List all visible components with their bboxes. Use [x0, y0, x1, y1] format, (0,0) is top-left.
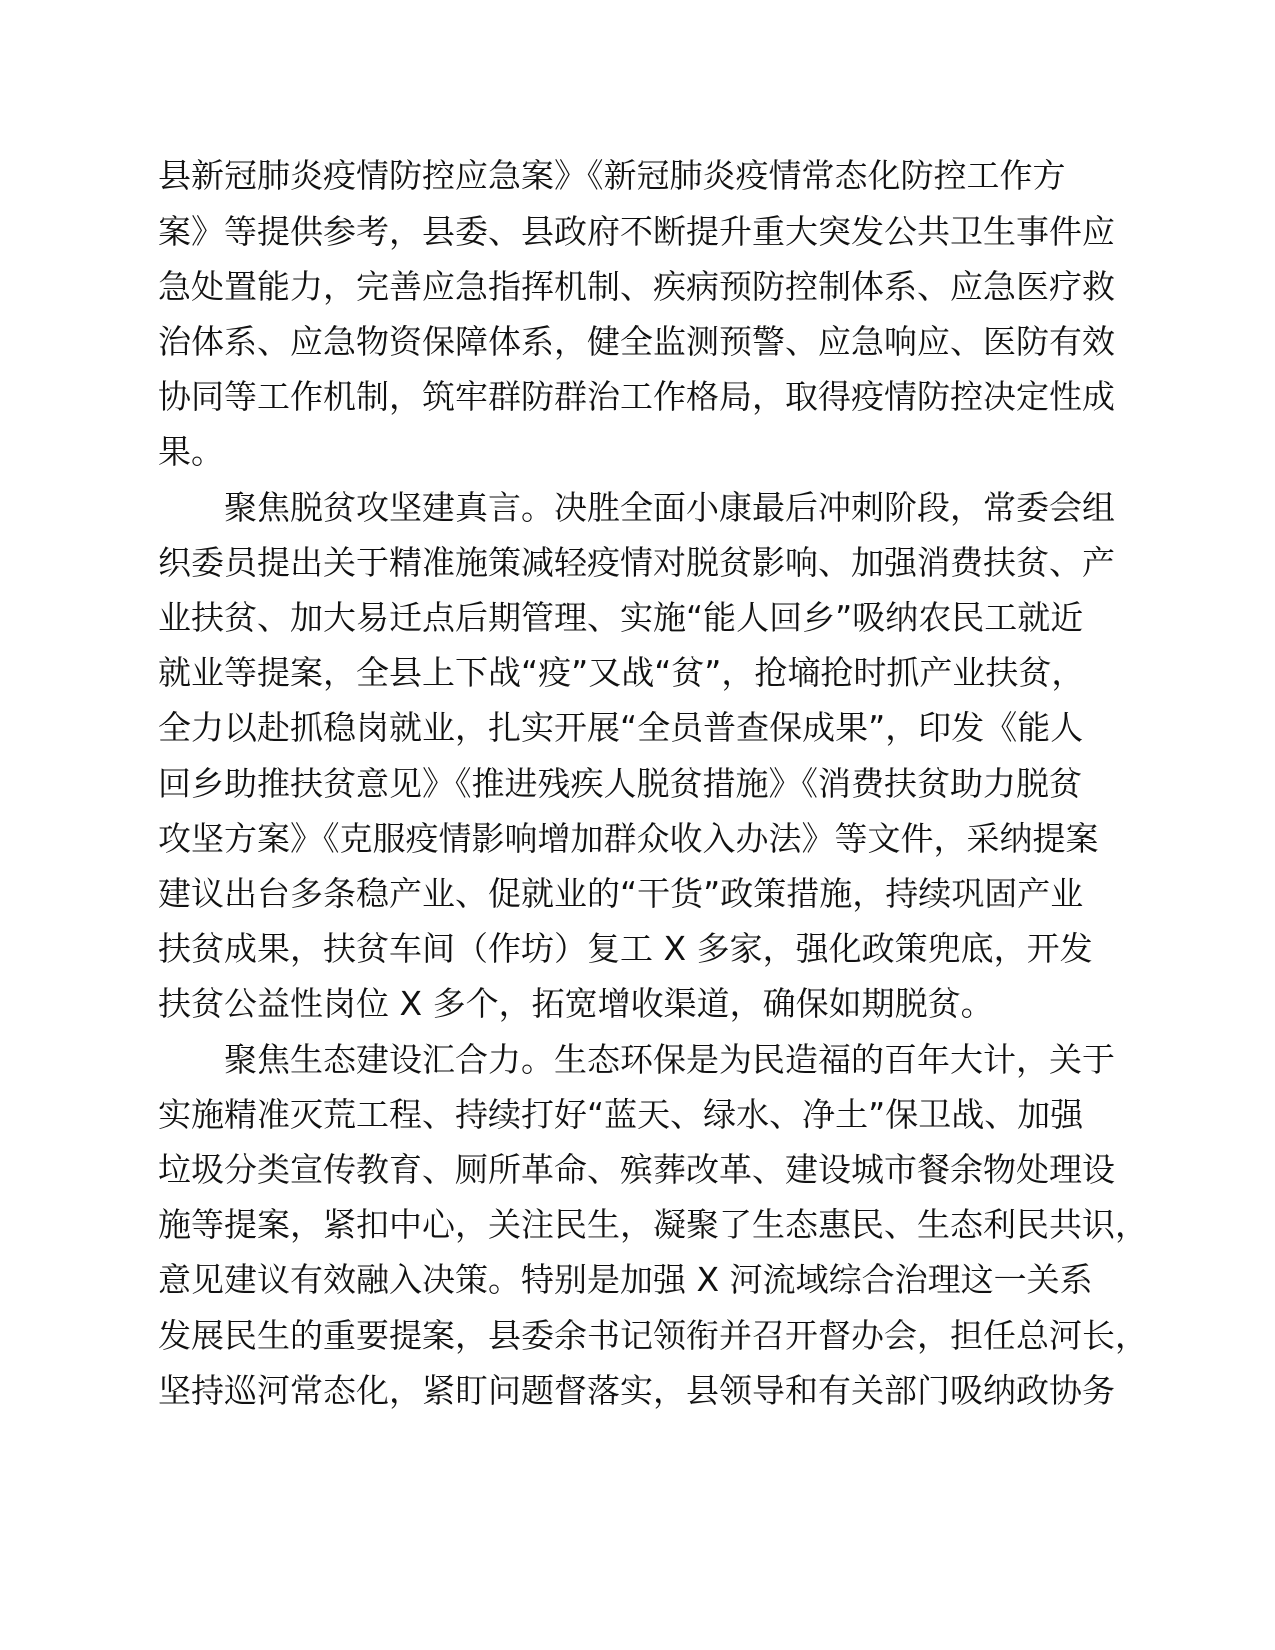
paragraph-3-line-3: 垃圾分类宣传教育、厕所革命、殡葬改革、建设城市餐余物处理设 [158, 1150, 1115, 1189]
paragraph-3-line-2: 实施精准灭荒工程、持续打好“蓝天、绿水、净土”保卫战、加强 [158, 1095, 1084, 1134]
paragraph-2-line-8: 建议出台多条稳产业、促就业的“干货”政策措施，持续巩固产业 [158, 874, 1084, 913]
paragraph-2-line-1: 聚焦脱贫攻坚建真言。决胜全面小康最后冲刺阶段，常委会组 [224, 488, 1115, 527]
paragraph-2-line-2: 织委员提出关于精准施策减轻疫情对脱贫影响、加强消费扶贫、产 [158, 543, 1115, 582]
paragraph-3-line-1: 聚焦生态建设汇合力。生态环保是为民造福的百年大计，关于 [224, 1040, 1115, 1079]
paragraph-2-line-6: 回乡助推扶贫意见》《推进残疾人脱贫措施》《消费扶贫助力脱贫 [158, 764, 1082, 803]
paragraph-1-line-4: 治体系、应急物资保障体系，健全监测预警、应急响应、医防有效 [158, 322, 1115, 361]
paragraph-3-line-7: 坚持巡河常态化，紧盯问题督落实，县领导和有关部门吸纳政协务 [158, 1371, 1115, 1410]
paragraph-3-line-6: 发展民生的重要提案，县委余书记领衔并召开督办会，担任总河长， [158, 1316, 1148, 1355]
paragraph-2-line-4: 就业等提案，全县上下战“疫”又战“贫”，抢墒抢时抓产业扶贫， [158, 653, 1085, 692]
paragraph-3-line-4: 施等提案，紧扣中心，关注民生，凝聚了生态惠民、生态利民共识， [158, 1205, 1148, 1244]
paragraph-1-line-3: 急处置能力，完善应急指挥机制、疾病预防控制体系、应急医疗救 [158, 267, 1115, 306]
paragraph-1-line-5: 协同等工作机制，筑牢群防群治工作格局，取得疫情防控决定性成 [158, 377, 1115, 416]
paragraph-1-line-2: 案》等提供参考，县委、县政府不断提升重大突发公共卫生事件应 [158, 212, 1115, 251]
paragraph-3-line-5: 意见建议有效融入决策。特别是加强 X 河流域综合治理这一关系 [158, 1260, 1093, 1299]
paragraph-2-line-7: 攻坚方案》《克服疫情影响增加群众收入办法》等文件，采纳提案 [158, 819, 1099, 858]
paragraph-2-line-5: 全力以赴抓稳岗就业，扎实开展“全员普查保成果”，印发《能人 [158, 708, 1084, 747]
paragraph-2-line-9: 扶贫成果，扶贫车间（作坊）复工 X 多家，强化政策兜底，开发 [158, 929, 1093, 968]
paragraph-2-line-10: 扶贫公益性岗位 X 多个，拓宽增收渠道，确保如期脱贫。 [158, 984, 994, 1023]
paragraph-1-line-1: 县新冠肺炎疫情防控应急案》《新冠肺炎疫情常态化防控工作方 [158, 156, 1066, 195]
paragraph-1-line-6: 果。 [158, 432, 224, 471]
paragraph-2-line-3: 业扶贫、加大易迁点后期管理、实施“能人回乡”吸纳农民工就近 [158, 598, 1084, 637]
